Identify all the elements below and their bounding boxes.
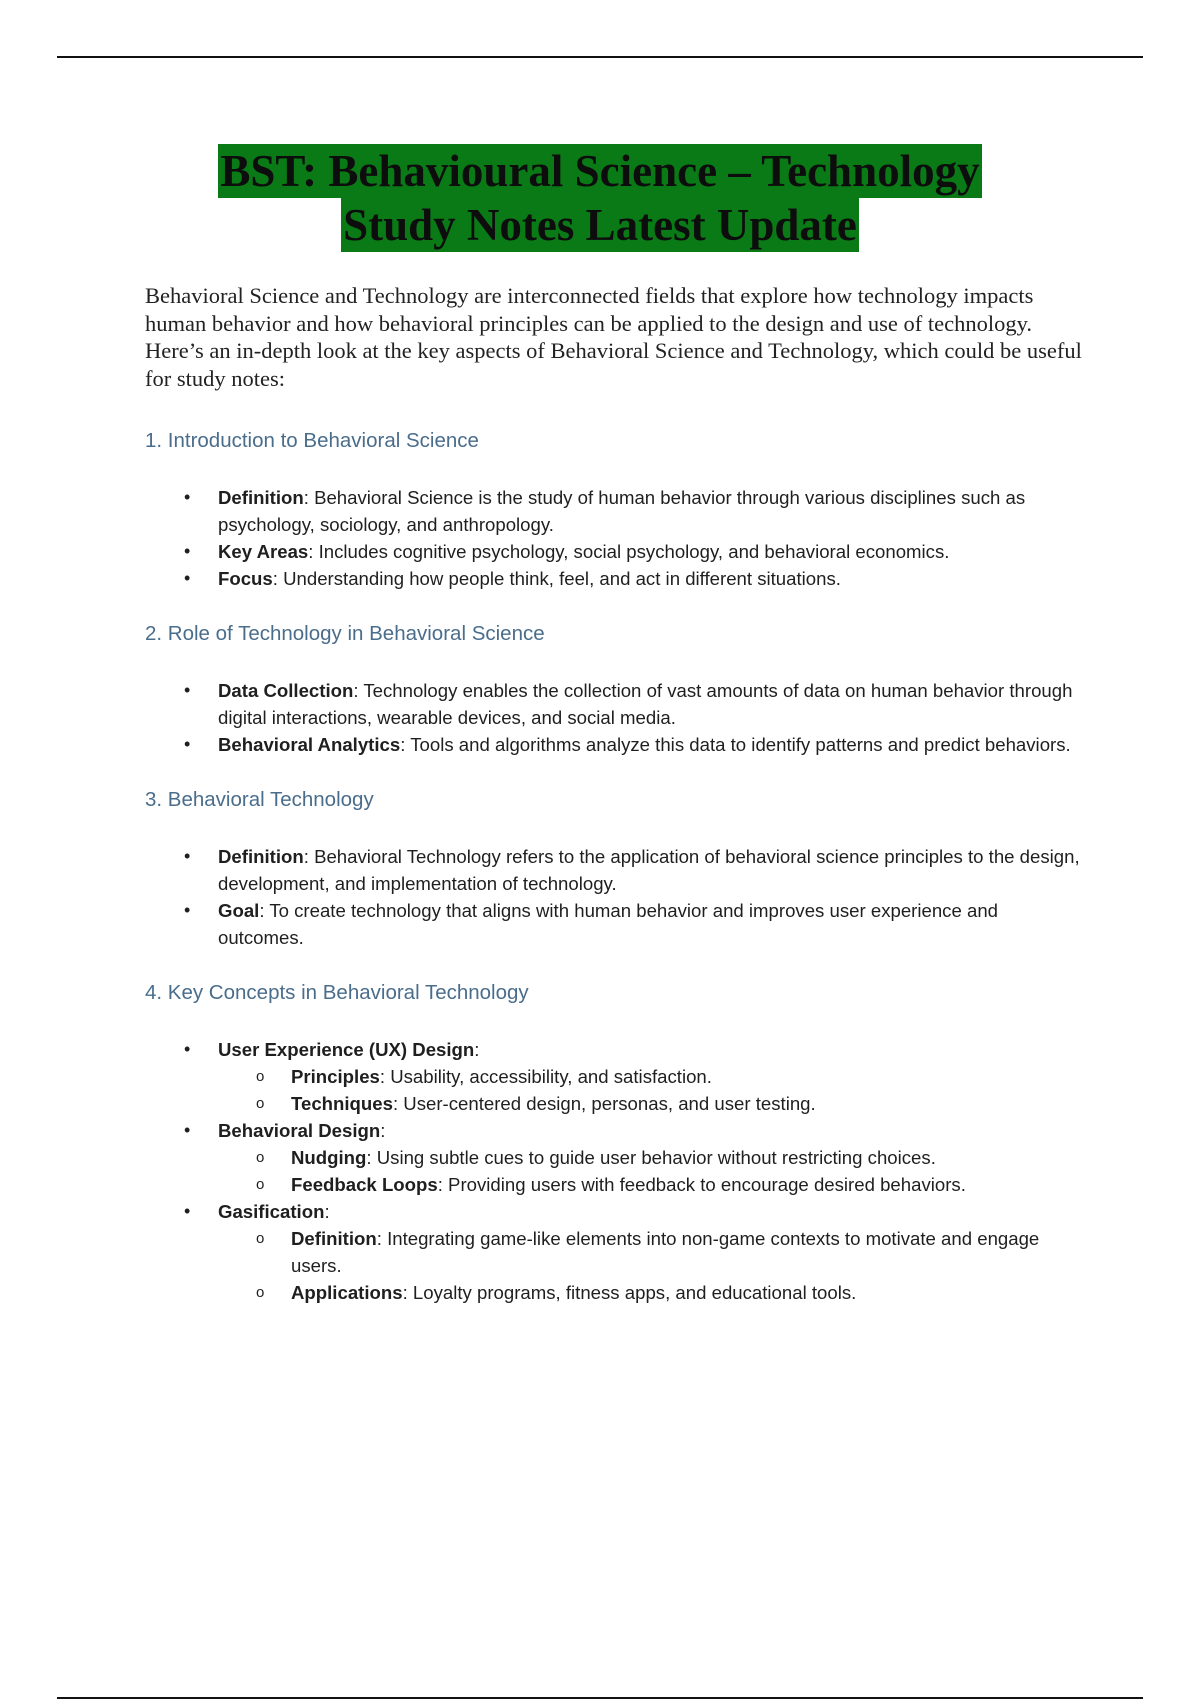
item-text: : Understanding how people think, feel, and act in different situations.: [272, 568, 841, 589]
item-term: Focus: [218, 568, 273, 589]
bullet-icon: •: [184, 1120, 191, 1140]
item-text: : Usability, accessibility, and satisfaction.: [379, 1066, 712, 1087]
section-heading-3: 3. Behavioral Technology: [145, 788, 374, 811]
item-term: Applications: [291, 1282, 403, 1303]
bullet-icon: •: [184, 487, 191, 507]
sub-list-item: [218, 1225, 1085, 1279]
item-term: Gasification: [218, 1201, 325, 1222]
section-heading-1: 1. Introduction to Behavioral Science: [145, 429, 479, 452]
bullet-icon: •: [184, 680, 191, 700]
item-text: : Technology enables the collection of vast amounts of data on human behavior through digital interactions, wearable devices, and social media.: [218, 680, 1073, 728]
section-heading-2: 2. Role of Technology in Behavioral Science: [145, 622, 545, 645]
sub-list-item: [218, 1171, 1085, 1198]
circle-bullet-icon: o: [256, 1230, 265, 1247]
sub-list: [218, 1225, 1085, 1306]
intro-paragraph: Behavioral Science and Technology are interconnected fields that explore how technology impacts human behavior and how behavioral principles can be applied to the design and use of technology. Here’s an in-depth look at the key aspects of Behavioral Science and Technology, which could be useful for study notes:: [145, 283, 1082, 391]
item-text: : Integrating game-like elements into non-game contexts to motivate and engage users.: [291, 1228, 1040, 1276]
sub-list: [218, 1144, 1085, 1198]
bullet-icon: •: [184, 568, 191, 588]
top-rule: [57, 56, 1143, 58]
section-heading-4: 4. Key Concepts in Behavioral Technology: [145, 981, 529, 1004]
circle-bullet-icon: o: [256, 1176, 265, 1193]
item-term: User Experience (UX) Design: [218, 1039, 475, 1060]
item-text: : To create technology that aligns with human behavior and improves user experience and outcomes.: [218, 900, 999, 948]
circle-bullet-icon: o: [256, 1095, 265, 1112]
item-term: Techniques: [291, 1093, 393, 1114]
circle-bullet-icon: o: [256, 1068, 265, 1085]
list-item: [145, 677, 1085, 731]
list-item: [145, 731, 1085, 758]
list-item: [145, 1198, 1085, 1306]
bullet-icon: •: [184, 1039, 191, 1059]
item-text: : Providing users with feedback to encourage desired behaviors.: [437, 1174, 966, 1195]
bullet-icon: •: [184, 900, 191, 920]
document-title: [0, 144, 1200, 252]
item-text: :: [474, 1039, 480, 1060]
section-1-list: [145, 484, 1085, 592]
item-term: Data Collection: [218, 680, 354, 701]
item-text: : Behavioral Science is the study of human behavior through various disciplines such as psychology, sociology, and anthropology.: [218, 487, 1026, 535]
circle-bullet-icon: o: [256, 1284, 265, 1301]
item-term: Definition: [218, 846, 304, 867]
bullet-icon: •: [184, 846, 191, 866]
item-term: Definition: [291, 1228, 377, 1249]
title-line-2: Study Notes Latest Update: [343, 200, 857, 250]
bullet-icon: •: [184, 541, 191, 561]
sub-list-item: [218, 1279, 1085, 1306]
section-3-list: [145, 843, 1085, 951]
item-text: : Using subtle cues to guide user behavior without restricting choices.: [366, 1147, 936, 1168]
item-term: Principles: [291, 1066, 380, 1087]
bullet-icon: •: [184, 734, 191, 754]
item-text: : User-centered design, personas, and user testing.: [392, 1093, 816, 1114]
list-item: [145, 1036, 1085, 1117]
item-text: : Includes cognitive psychology, social psychology, and behavioral economics.: [308, 541, 950, 562]
sub-list-item: [218, 1144, 1085, 1171]
item-term: Definition: [218, 487, 304, 508]
item-term: Goal: [218, 900, 260, 921]
section-4-list: [145, 1036, 1085, 1306]
list-item: [145, 1117, 1085, 1198]
item-term: Key Areas: [218, 541, 309, 562]
list-item: [145, 843, 1085, 897]
sub-list-item: [218, 1090, 1085, 1117]
item-text: :: [380, 1120, 386, 1141]
item-term: Feedback Loops: [291, 1174, 438, 1195]
item-term: Nudging: [291, 1147, 367, 1168]
item-text: : Tools and algorithms analyze this data to identify patterns and predict behaviors.: [400, 734, 1071, 755]
item-text: : Behavioral Technology refers to the application of behavioral science principles to the design, development, and implementation of technology.: [218, 846, 1080, 894]
sub-list: [218, 1063, 1085, 1117]
item-text: : Loyalty programs, fitness apps, and educational tools.: [402, 1282, 857, 1303]
bullet-icon: •: [184, 1201, 191, 1221]
item-term: Behavioral Analytics: [218, 734, 401, 755]
title-line-1: BST: Behavioural Science – Technology: [220, 146, 980, 196]
bottom-rule: [57, 1697, 1143, 1699]
list-item: [145, 897, 1085, 951]
list-item: [145, 565, 1085, 592]
item-term: Behavioral Design: [218, 1120, 381, 1141]
list-item: [145, 484, 1085, 538]
list-item: [145, 538, 1085, 565]
circle-bullet-icon: o: [256, 1149, 265, 1166]
section-2-list: [145, 677, 1085, 758]
item-text: :: [324, 1201, 330, 1222]
sub-list-item: [218, 1063, 1085, 1090]
document-body: [145, 282, 1085, 1306]
